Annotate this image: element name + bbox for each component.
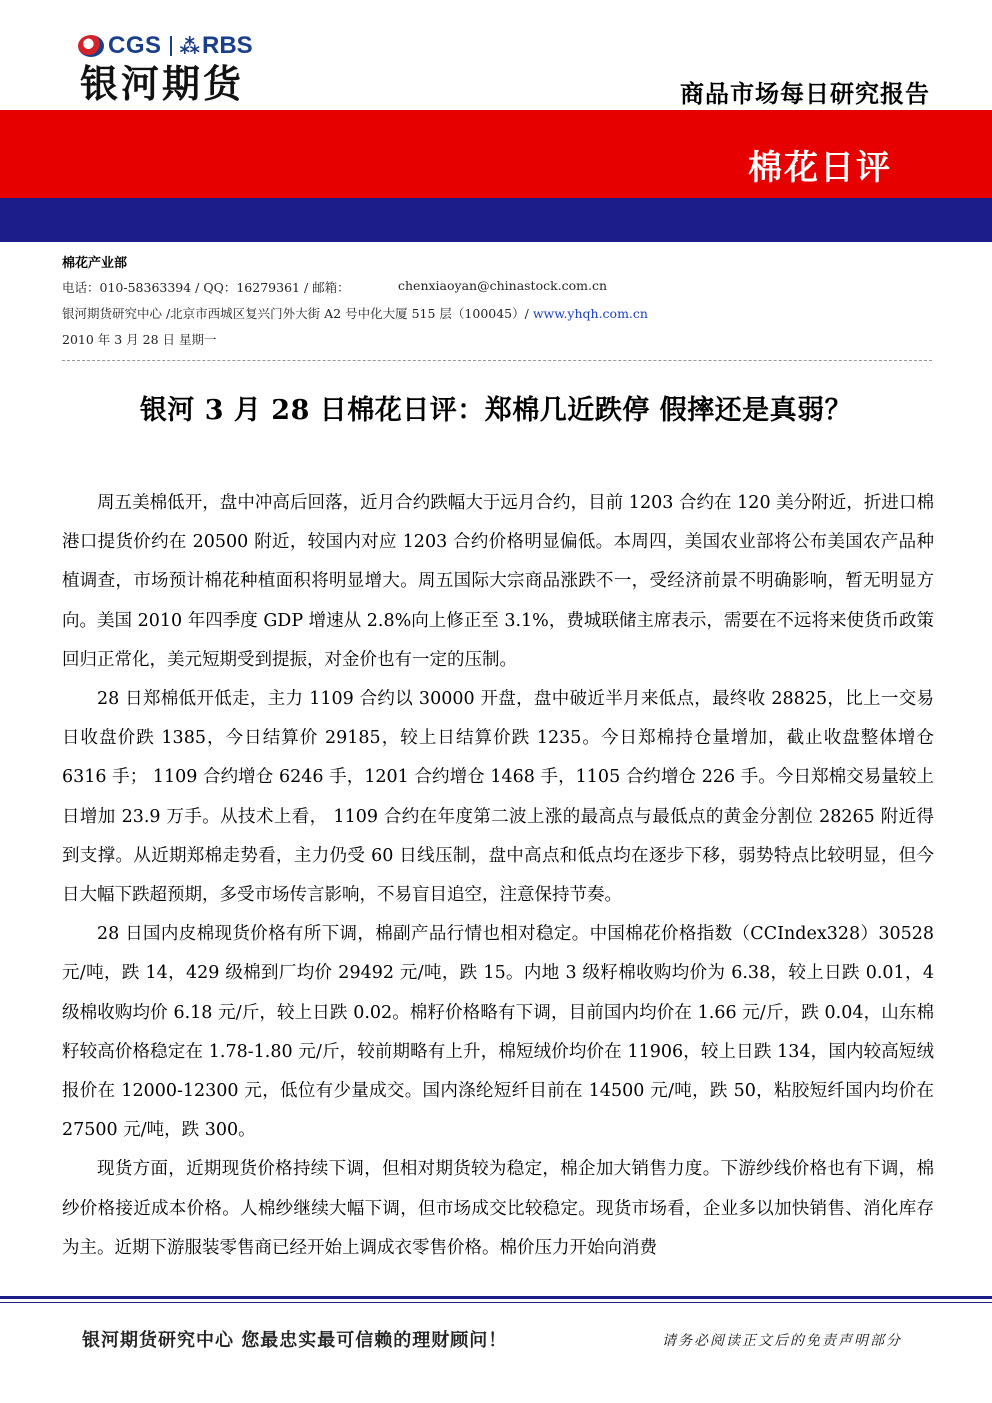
date-line: 2010 年 3 月 28 日 星期一 bbox=[62, 332, 217, 347]
paragraph: 现货方面，近期现货价格持续下调，但相对期货较为稳定，棉企加大销售力度。下游纱线价格也有下调，棉纱价格接近成本价格。人棉纱继续大幅下调，但市场成交比较稳定。现货市场看，企业多以加快销售、消化库存为主。近期下游服装零售商已经开始上调成衣零售价格。棉价压力开始向消费 bbox=[62, 1159, 934, 1258]
footer-rule-thick bbox=[0, 1296, 992, 1299]
footer-rule-thin bbox=[0, 1302, 992, 1303]
brand-logo bbox=[78, 30, 253, 62]
logo-rbs-text: RBS bbox=[201, 32, 253, 59]
address-line bbox=[62, 304, 648, 322]
email-link[interactable]: chenxiaoyan@chinastock.com.cn bbox=[398, 278, 608, 293]
logo-divider bbox=[170, 36, 172, 56]
header-blue-band bbox=[0, 198, 992, 242]
website-link[interactable]: www.yhqh.com.cn bbox=[532, 306, 648, 321]
rbs-logo-icon: ⁂ bbox=[179, 34, 200, 58]
divider bbox=[62, 360, 932, 361]
department: 棉花产业部 bbox=[62, 256, 128, 271]
address-text: 银河期货研究中心 /北京市西城区复兴门外大街 A2 号中化大厦 515 层（100045）/ bbox=[62, 306, 533, 321]
logo-cgs-text: CGS bbox=[108, 32, 162, 59]
cgs-logo-icon bbox=[78, 35, 104, 57]
phone-line: 电话：010-58363394 / QQ：16279361 / 邮箱： bbox=[62, 280, 350, 295]
section-title: 棉花日评 bbox=[748, 148, 892, 188]
article-body bbox=[62, 484, 934, 1268]
article-headline: 银河 3 月 28 日棉花日评：郑棉几近跌停 假摔还是真弱？ bbox=[139, 395, 853, 426]
company-name: 银河期货 bbox=[80, 62, 245, 106]
report-type: 商品市场每日研究报告 bbox=[680, 80, 930, 108]
footer-disclaimer: 请务必阅读正文后的免责声明部分 bbox=[662, 1333, 902, 1349]
paragraph: 28 日国内皮棉现货价格有所下调，棉副产品行情也相对稳定。中国棉花价格指数（CCIndex328）30528 元/吨，跌 14，429 级棉到厂均价 29492 元/吨，跌 15。内地 3 级籽棉收购均价为 6.38，较上日跌 0.01，4 级棉收购均价 6.18 元/斤，较上日跌 0.02。棉籽价格略有下调，目前国内均价在 1.66 元/斤，跌 0.04，山东棉籽较高价格稳定在 1.78-1.80 元/斤，较前期略有上升，棉短绒价均价在 11906，较上日跌 134，国内较高短绒报价在 12000-12300 元，低位有少量成交。国内涤纶短纤目前在 14500 元/吨，跌 50，粘胶短纤国内均价在 27500 元/吨，跌 300。 bbox=[62, 924, 934, 1141]
paragraph: 28 日郑棉低开低走，主力 1109 合约以 30000 开盘，盘中破近半月来低点，最终收 28825，比上一交易日收盘价跌 1385，今日结算价 29185，较上日结算价跌 1235。今日郑棉持仓量增加，截止收盘整体增仓 6316 手； 1109 合约增仓 6246 手，1201 合约增仓 1468 手，1105 合约增仓 226 手。今日郑棉交易量较上日增加 23.9 万手。从技术上看， 1109 合约在年度第二波上涨的最高点与最低点的黄金分割位 28265 附近得到支撑。从近期郑棉走势看，主力仍受 60 日线压制，盘中高点和低点均在逐步下移，弱势特点比较明显，但今日大幅下跌超预期，多受市场传言影响，不易盲目追空，注意保持节奏。 bbox=[62, 689, 934, 906]
paragraph: 周五美棉低开，盘中冲高后回落，近月合约跌幅大于远月合约，目前 1203 合约在 120 美分附近，折进口棉港口提货价约在 20500 附近，较国内对应 1203 合约价格明显偏低。本周四，美国农业部将公布美国农产品种植调查，市场预计棉花种植面积将明显增大。周五国际大宗商品涨跌不一，受经济前景不明确影响，暂无明显方向。美国 2010 年四季度 GDP 增速从 2.8%向上修正至 3.1%，费城联储主席表示，需要在不远将来使货币政策回归正常化，美元短期受到提振，对金价也有一定的压制。 bbox=[62, 493, 934, 670]
footer-slogan: 银河期货研究中心 您最忠实最可信赖的理财顾问！ bbox=[82, 1330, 508, 1351]
